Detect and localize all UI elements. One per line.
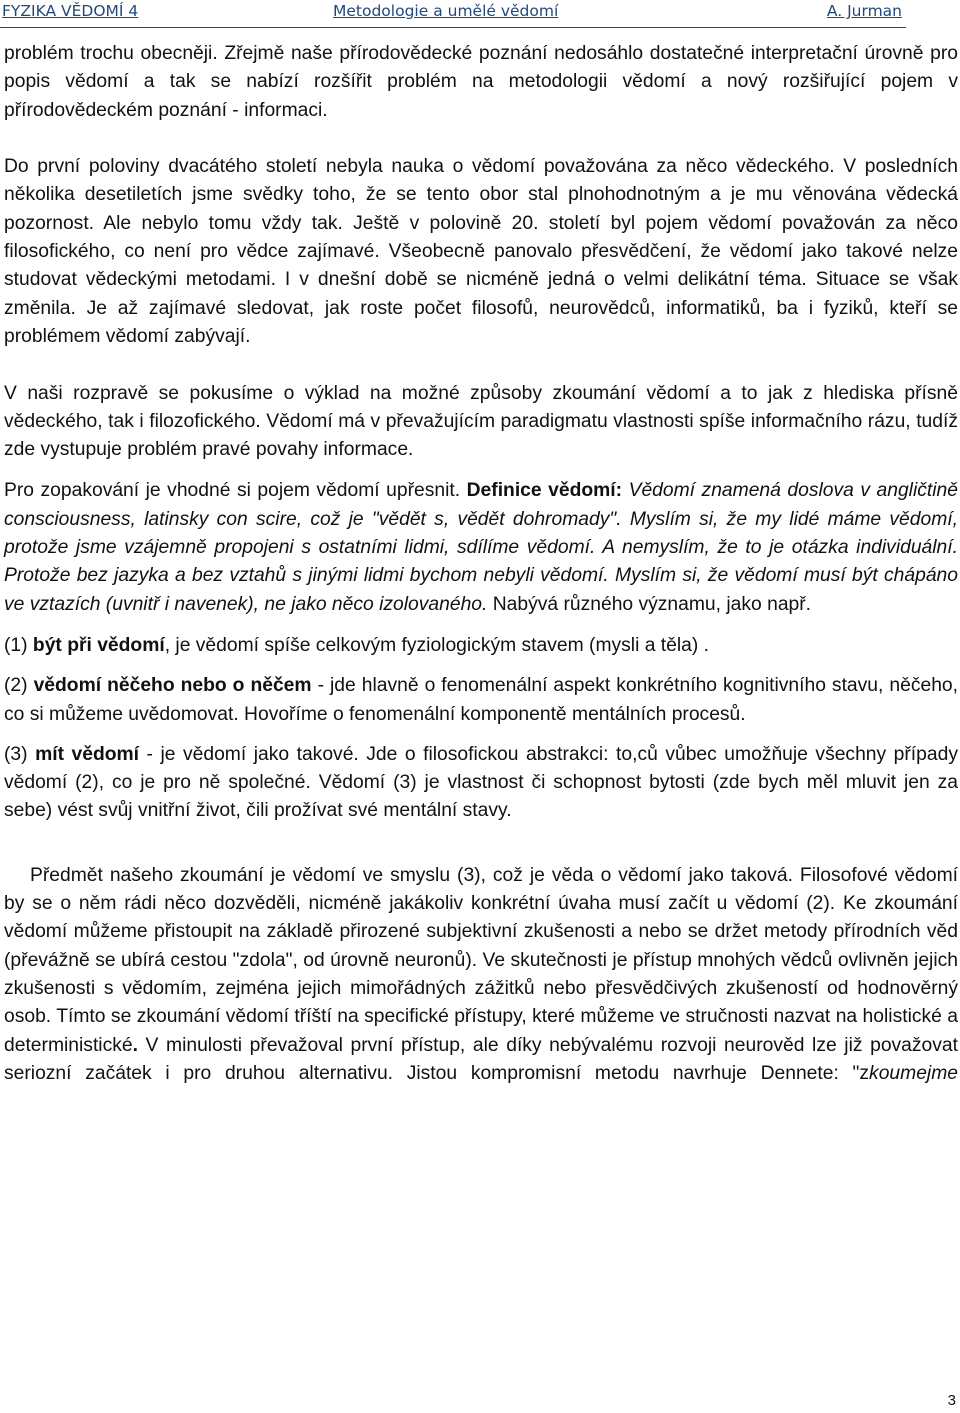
list-item-2-text: - jde hlavně o fenomenální aspekt konkrétního kognitivního stavu, něčeho, co si můžeme uvědomovat. Hovoříme o fenomenální komponentě mentálních procesů. (4, 675, 958, 725)
list-item-1-text: , je vědomí spíše celkovým fyziologickým stavem (mysli a těla) . (164, 634, 710, 656)
list-item-1 (4, 632, 958, 660)
header-title: FYZIKA VĚDOMÍ 4 (2, 2, 139, 20)
document-body (4, 40, 958, 1088)
paragraph-history: Do první poloviny dvacátého století nebyla nauka o vědomí považována za něco vědeckého. V posledních několika desetiletích jsme svědky toho, že se tento obor stal plnohodnotným a je mu věnována vědecká pozornost. Ale nebylo tomu vždy tak. Ještě v polovině 20. století byl pojem vědomí považován za něco filosofického, co není pro vědce zajímavé. Všeobecně panovalo přesvědčení, že vědomí jako takové nelze studovat vědeckými metodami. I v dnešní době se nicméně jedná o velmi delikátní téma. Situace se však změnila. Je až zajímavé sledovat, jak roste počet filosofů, neurovědců, informatiků, ba i fyziků, kteří se problémem vědomí zabývají. (4, 156, 958, 347)
list-item-3-text: - je vědomí jako takové. Jde o filosofickou abstrakci: to,ců vůbec umožňuje všechny případy vědomí (2), co je pro ně společné. Vědomí (3) je vlastnost či schopnost bytosti (zde bych měl mluvit jen za sebe) vést svůj vnitřní život, čili prožívat své mentální stavy. (4, 743, 958, 822)
paragraph-approach: V naši rozpravě se pokusíme o výklad na možné způsoby zkoumání vědomí a to jak z hlediska přísně vědeckého, tak i filozofického. Vědomí má v převažujícím paradigmatu vlastnosti spíše informačního rázu, tudíž zde vystupuje problém pravé povahy informace. (4, 382, 958, 461)
page-number: 3 (947, 1392, 956, 1409)
header-rule (0, 27, 906, 28)
subject-bold-period: . (132, 1034, 138, 1056)
definition-text: Vědomí znamená doslova v angličtině consciousness, latinsky con scire, což je "vědět s, vědět dohromady". Myslím si, že my lidé máme vědomí, protože jsme vzájemně propojeni s ostatními lidmi, sdílíme vědomí. A nemyslím, že to je otázka individuální. Protože bez jazyka a bez vztahů s jinými lidmi bychom nebyli vědomí. Myslím si, že vědomí musí být chápáno ve vztazích (uvnitř i navenek), ne jako něco izolovaného. (4, 480, 958, 615)
page-header (0, 0, 960, 24)
definition-intro: Pro zopakování je vhodné si pojem vědomí upřesnit. (4, 480, 467, 502)
list-item-3 (4, 741, 958, 826)
header-author: A. Jurman (826, 2, 902, 20)
header-chapter: Metodologie a umělé vědomí (333, 2, 559, 20)
paragraph-definition (4, 477, 958, 618)
subject-tail: V minulosti převažoval první přístup, ale díky nebývalému rozvoji neurověd lze již považovat seriozní začátek i pro druhou alternativu. Jistou kompromisní metodu navrhuje Dennete: "z (4, 1034, 958, 1084)
list-item-2-term: vědomí něčeho nebo o něčem (33, 675, 312, 697)
list-item-1-number: (1) (4, 634, 33, 656)
definition-outro: Nabývá různého významu, jako např. (487, 593, 812, 615)
paragraph-subject (4, 862, 958, 1088)
list-item-3-term: mít vědomí (35, 743, 140, 765)
subject-text: Předmět našeho zkoumání je vědomí ve smyslu (3), což je věda o vědomí jako taková. Filosofové vědomí by se o něm rádi něco dozvěděli, nicméně jakákoliv konkrétní úvaha musí začít u vědomí (2). Ke zkoumání vědomí můžeme přistoupit na základě přirozené subjektivní zkušenosti a nebo se držet metody přírodních věd (převážně se ubírá cestou "zdola", od úrovně neuronů). Ve skutečnosti je přístup mnohých vědců ovlivněn jejich zkušenosti s vědomím, zejména jejich mimořádných zážitků nebo přesvědčivých zkušeností od hodnověrný osob. Tímto se zkoumání vědomí tříští na specifické přístupy, které můžeme ve stručnosti nazvat na holistické a deterministické (4, 864, 958, 1056)
paragraph-intro: problém trochu obecněji. Zřejmě naše přírodovědecké poznání nedosáhlo dostatečné interpretační úrovně pro popis vědomí a tak se nabízí rozšířit problém na metodologii vědomí a nový rozšiřující pojem v přírodovědeckém poznání - informaci. (4, 43, 958, 121)
list-item-2-number: (2) (4, 675, 34, 697)
definition-label: Definice vědomí: (466, 480, 623, 502)
list-item-3-number: (3) (4, 743, 36, 765)
subject-tail-italic: koumejme (869, 1062, 958, 1084)
list-item-2 (4, 672, 958, 729)
list-item-1-term: být při vědomí (32, 634, 165, 656)
